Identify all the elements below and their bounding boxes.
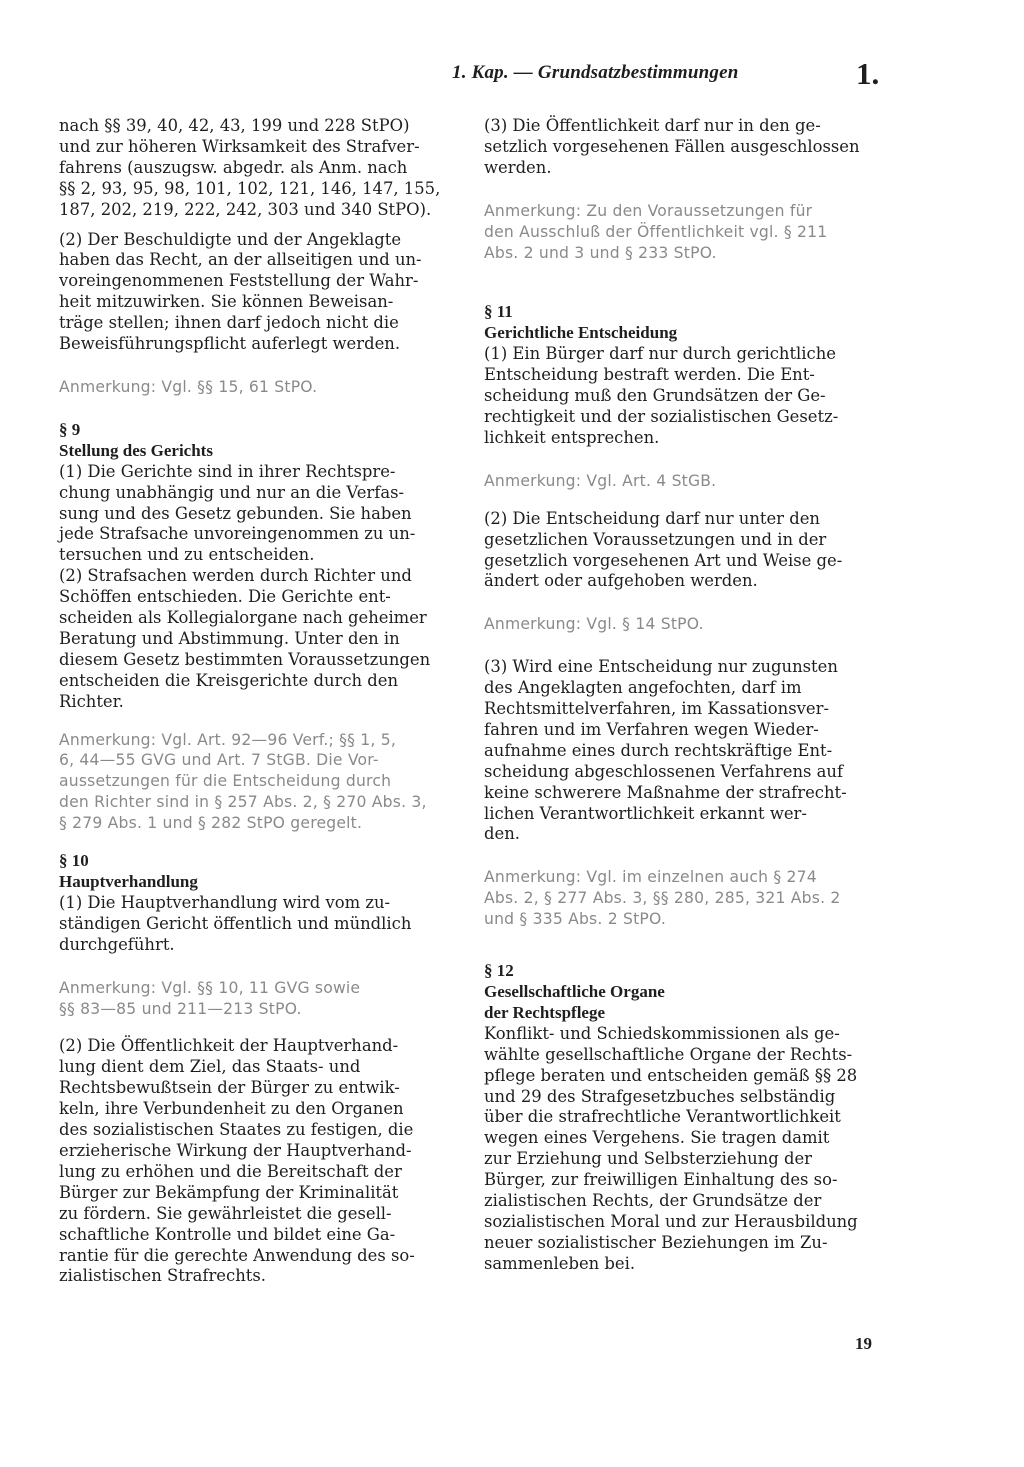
paragraph-intro: nach §§ 39, 40, 42, 43, 199 und 228 StPO) und zur höheren Wirksamkeit des Strafver- fahrens (auszugsw. abgedr. als Anm. nach §§ 2, 93, 95, 98, 101, 102, 121, 146, 147, 155, 187, 202, 219, 222, 242, 303 und 340 StPO). [59, 116, 441, 219]
section-12-title: Gesellschaftliche Organe der Rechtspflege [484, 982, 665, 1022]
section-9-number: § 9 [59, 419, 81, 439]
page-number: 19 [855, 1334, 872, 1353]
section-9-title: Stellung des Gerichts [59, 440, 213, 460]
section-11-number: § 11 [484, 302, 513, 322]
note-11-1: Anmerkung: Vgl. Art. 4 StGB. [484, 471, 717, 490]
paragraph-8-2: (2) Der Beschuldigte und der Angeklagte haben das Recht, an der allseitigen und un- voreingenommenen Feststellung der Wahr- heit mitzuwirken. Sie können Beweisan- träge stellen; ihnen darf jedoch nicht die Beweisführungspflicht auferlegt werden. [59, 229, 422, 354]
paragraph-10-3: (3) Die Öffentlichkeit darf nur in den ge- setzlich vorgesehenen Fällen ausgeschlossen werden. [484, 116, 860, 177]
paragraph-10-2: (2) Die Öffentlichkeit der Hauptverhand- lung dient dem Ziel, das Staats- und Rechtsbewußtsein der Bürger zu entwik- keln, ihre Verbundenheit zu den Organen des sozialistischen Staates zu festigen, die erzieherische Wirkung der Hauptverhand- lung zu erhöhen und die Bereitschaft der Bürger zur Bekämpfung der Kriminalität zu fördern. Sie gewährleistet die gesell- schaftliche Kontrolle und bildet eine Ga- rantie für die gerechte Anwendung des so- zialistischen Strafrechts. [59, 1036, 415, 1286]
section-10-title: Hauptverhandlung [59, 872, 198, 891]
paragraph-9-1: (1) Die Gerichte sind in ihrer Rechtspre- chung unabhängig und nur an die Verfas- sung und des Gesetz gebunden. Sie haben jede Strafsache unvoreingenommen zu un- tersuchen und zu entscheiden. [59, 461, 416, 565]
running-header [452, 56, 892, 96]
chapter-title: 1. Kap. — Grundsatzbestimmungen [452, 62, 739, 83]
note-10-3: Anmerkung: Zu den Voraussetzungen für den Ausschluß der Öffentlichkeit vgl. § 211 Abs. 2 und 3 und § 233 StPO. [484, 201, 828, 262]
chapter-number: 1. [856, 56, 880, 91]
note-10: Anmerkung: Vgl. §§ 10, 11 GVG sowie §§ 83—85 und 211—213 StPO. [59, 978, 361, 1018]
paragraph-11-2: (2) Die Entscheidung darf nur unter den gesetzlichen Voraussetzungen und in der gesetzlich vorgesehenen Art und Weise ge- ändert oder aufgehoben werden. [484, 508, 843, 591]
left-column [59, 116, 454, 1287]
paragraph-9-2: (2) Strafsachen werden durch Richter und Schöffen entschieden. Die Gerichte ent- scheiden als Kollegialorgane nach geheimer Beratung und Abstimmung. Unter den in diesem Gesetz bestimmten Voraussetzungen entscheiden die Kreisgerichte durch den Richter. [59, 566, 431, 711]
note-11-3: Anmerkung: Vgl. im einzelnen auch § 274 Abs. 2, § 277 Abs. 3, §§ 280, 285, 321 Abs. 2 und § 335 Abs. 2 StPO. [484, 868, 841, 929]
paragraph-11-1: (1) Ein Bürger darf nur durch gerichtliche Entscheidung bestraft werden. Die Ent- scheidung muß den Grundsätzen der Ge- rechtigkeit und der sozialistischen Gesetz- lichkeit entsprechen. [484, 344, 839, 447]
note-9: Anmerkung: Vgl. Art. 92—96 Verf.; §§ 1, 5, 6, 44—55 GVG und Art. 7 StGB. Die Vor- aussetzungen für die Entscheidung durch den Richter sind in § 257 Abs. 2, § 270 Abs. 3, § 279 Abs. 1 und § 282 StPO geregelt. [59, 730, 427, 833]
note-8: Anmerkung: Vgl. §§ 15, 61 StPO. [59, 377, 318, 396]
section-10-number: § 10 [59, 851, 89, 871]
paragraph-12: Konflikt- und Schiedskommissionen als ge- wählte gesellschaftliche Organe der Rechts- pflege beraten und entscheiden gemäß §§ 28 und 29 des Strafgesetzbuches selbständig über die strafrechtliche Verantwortlichkeit wegen eines Vergehens. Sie tragen damit zur Erziehung und Selbsterziehung der Bürger, zur freiwilligen Einhaltung des so- zialistischen Rechts, der Grundsätze der sozialistischen Moral und zur Herausbildung neuer sozialistischer Beziehungen im Zu- sammenleben bei. [484, 1023, 858, 1273]
section-12-number: § 12 [484, 961, 514, 981]
note-11-2: Anmerkung: Vgl. § 14 StPO. [484, 615, 704, 634]
paragraph-10-1: (1) Die Hauptverhandlung wird vom zu- ständigen Gericht öffentlich und mündlich durchgeführt. [59, 892, 412, 954]
paragraph-11-3: (3) Wird eine Entscheidung nur zugunsten des Angeklagten angefochten, darf im Rechtsmittelverfahren, im Kassationsver- fahren und im Verfahren wegen Wieder- aufnahme eines durch rechtskräftige Ent- scheidung abgeschlossenen Verfahrens auf keine schwerere Maßnahme der strafrecht- lichen Verantwortlichkeit erkannt wer- den. [484, 657, 847, 844]
section-11-title: Gerichtliche Entscheidung [484, 323, 678, 343]
right-column [484, 116, 882, 1275]
